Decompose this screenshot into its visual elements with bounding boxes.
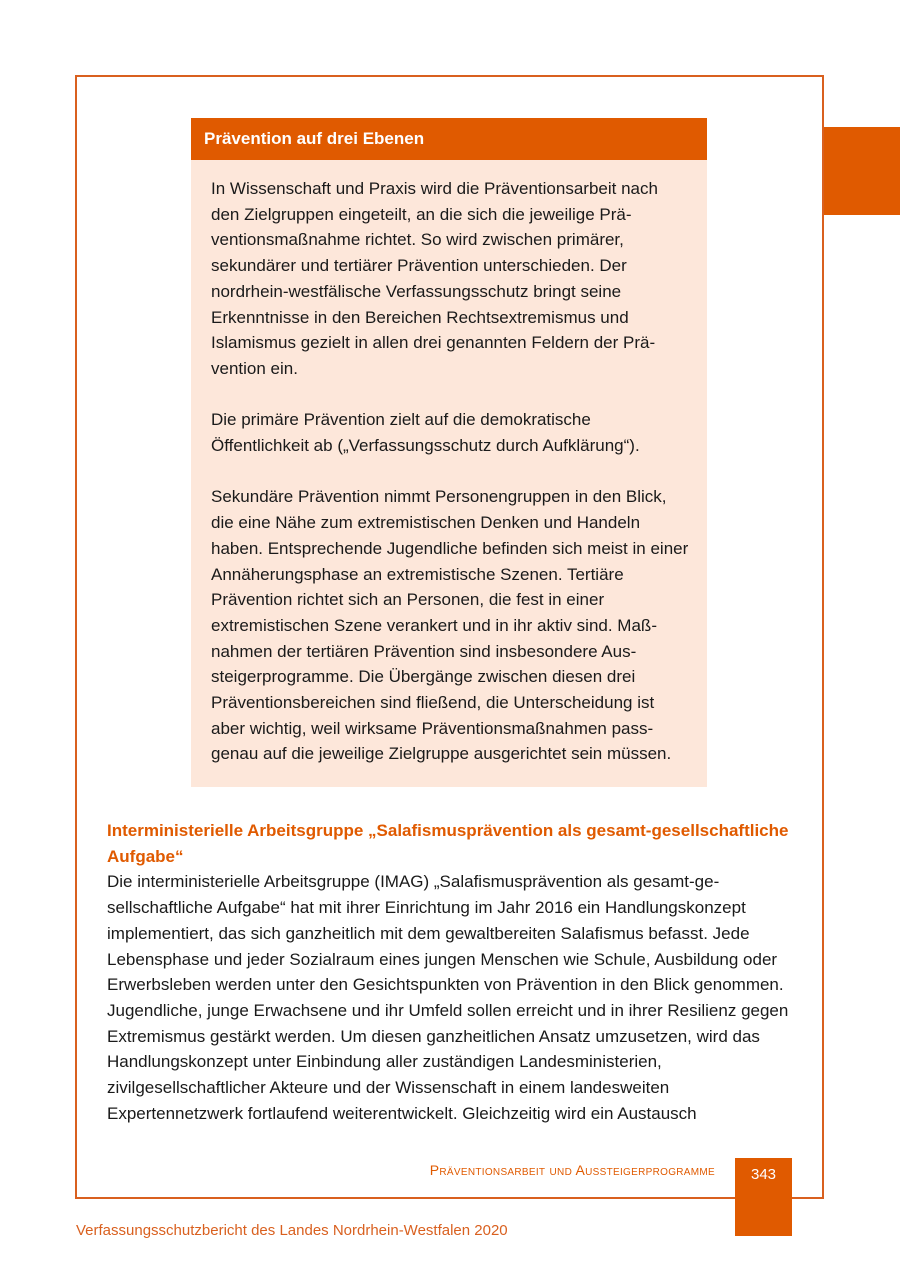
section-heading: Interministerielle Arbeitsgruppe „Salafismusprävention als gesamt-gesellschaftliche Aufgabe“: [107, 821, 789, 866]
section-body: Die interministerielle Arbeitsgruppe (IMAG) „Salafismusprävention als gesamt-gesellschaftliche Aufgabe“ hat mit ihrer Einrichtung im Jahr 2016 ein Handlungskonzept implementiert, das sich ganzheitlich mit dem gewaltbereiten Salafismus befasst. Jede Lebensphase und jeder Sozialraum eines jungen Menschen wie Schule, Ausbildung oder Erwerbsleben werden unter den Gesichtspunkten von Prävention in den Blick genommen. Jugendliche, junge Erwachsene und ihr Umfeld sollen erreicht und in ihrer Resilienz gegen Extremismus gestärkt werden. Um diesen ganzheitlichen Ansatz umzusetzen, wird das Handlungskonzept unter Einbindung aller zuständigen Landesministerien, zivilgesellschaftlicher Akteure und der Wissenschaft in einem landesweiten Expertennetzwerk fortlaufend weiterentwickelt. Gleichzeitig wird ein Austausch: [107, 872, 789, 1123]
info-box-paragraph: Sekundäre Prävention nimmt Personengruppen in den Blick, die eine Nähe zum extremistischen Denken und Handeln haben. Entsprechende Jugendliche befinden sich meist in einer Annäherungsphase an extremistische Szenen. Tertiäre Prävention richtet sich an Personen, die fest in einer extremistischen Szene verankert und in ihr aktiv sind. Maßnahmen der tertiären Prävention sind insbesondere Aussteigerprogramme. Die Übergänge zwischen diesen drei Präventionsbereichen sind fließend, die Unterscheidung ist aber wichtig, weil wirksame Präventionsmaßnahmen passgenau auf die jeweilige Zielgruppe ausgerichtet sein müssen.: [211, 487, 689, 764]
imag-section: [107, 818, 797, 1126]
info-box: [191, 118, 707, 787]
info-box-paragraph: In Wissenschaft und Praxis wird die Präventionsarbeit nach den Zielgruppen eingeteilt, an die sich die jeweilige Präventionsmaßnahme richtet. So wird zwischen primärer, sekundärer und tertiärer Prävention unterschieden. Der nordrhein-westfälische Verfassungsschutz bringt seine Erkenntnisse in den Bereichen Rechtsextremismus und Islamismus gezielt in allen drei genannten Feldern der Prävention ein.: [211, 179, 658, 378]
chapter-side-tab: [824, 127, 900, 215]
info-box-title: Prävention auf drei Ebenen: [191, 118, 707, 160]
running-footer-title: Präventionsarbeit und Aussteigerprogramme: [429, 1162, 715, 1178]
publication-title: Verfassungsschutzbericht des Landes Nordrhein-Westfalen 2020: [76, 1222, 508, 1239]
page-number: 343: [750, 1166, 777, 1183]
info-box-body: [191, 160, 707, 767]
page-number-block: [735, 1158, 792, 1236]
info-box-paragraph: Die primäre Prävention zielt auf die demokratische Öffentlichkeit ab („Verfassungsschutz durch Aufklärung“).: [211, 410, 640, 456]
